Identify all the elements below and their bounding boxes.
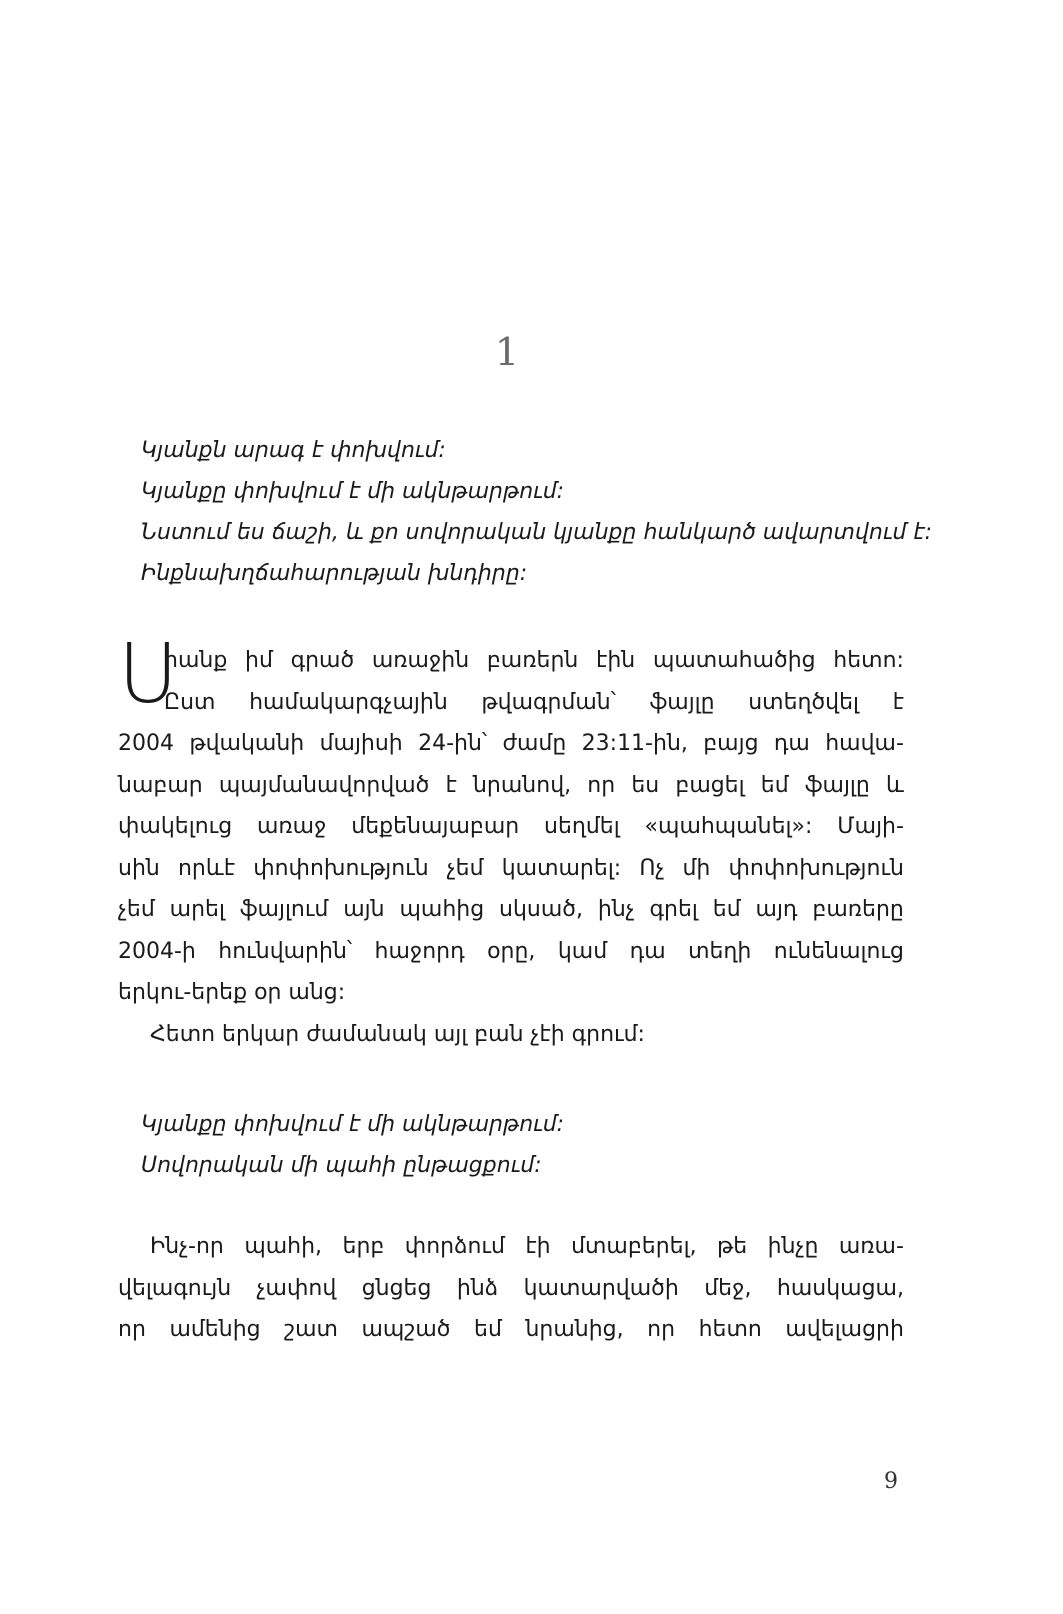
text-line: 2004 թվականի մայիսի 24-ին՝ ժամը 23:11-ին, բայց դա հավա- [118,731,904,756]
epigraph-block [141,1104,921,1186]
text-line: րանք իմ գրած առաջին բառերն էին պատահածից հետո: [164,648,904,673]
chapter-number: 1 [494,330,521,374]
body-paragraph [118,1226,904,1351]
epigraph-line: Կյանքը փոխվում է մի ակնթարթում: [141,479,565,504]
text-line: չեմ արել ֆայլում այն պահից սկսած, ինչ գրել եմ այդ բառերը [118,897,904,922]
epigraph-line: Նստում ես ճաշի, և քո սովորական կյանքը հանկարծ ավարտվում է: [141,520,933,545]
text-line: որ ամենից շատ ապշած եմ նրանից, որ հետո ավելացրի [118,1317,904,1342]
epigraph-block [141,430,933,594]
text-line: Ինչ-որ պահի, երբ փորձում էի մտաբերել, թե ինչը առա- [150,1234,904,1259]
text-line: վելագույն չափով ցնցեց ինձ կատարվածի մեջ, հասկացա, [118,1275,904,1301]
text-line: 2004-ի հունվարին՝ հաջորդ օրը, կամ դա տեղի ունենալուց [118,938,904,964]
text-line: սին որևէ փոփոխություն չեմ կատարել: Ոչ մի փոփոխություն [118,855,904,881]
epigraph-line: Ինքնախղճահարության խնդիրը: [141,561,528,586]
drop-cap: Ս [118,627,179,722]
text-line: Ըստ համակարգչային թվագրման՝ ֆայլը ստեղծվել է [164,689,904,715]
body-paragraph [118,640,904,1055]
text-line: նաբար պայմանավորված է նրանով, որ ես բացել եմ ֆայլը և [118,772,904,798]
epigraph-line: Սովորական մի պահի ընթացքում: [141,1153,542,1178]
epigraph-line: Կյանքը փոխվում է մի ակնթարթում: [141,1112,565,1137]
epigraph-line: Կյանքն արագ է փոխվում: [141,438,446,463]
page-number: 9 [884,1469,898,1494]
text-line: փակելուց առաջ մեքենայաբար սեղմել «պահպանել»: Մայի- [118,814,904,839]
text-line: Հետո երկար ժամանակ այլ բան չէի գրում: [150,1021,645,1047]
text-line: երկու-երեք օր անց: [118,980,346,1005]
